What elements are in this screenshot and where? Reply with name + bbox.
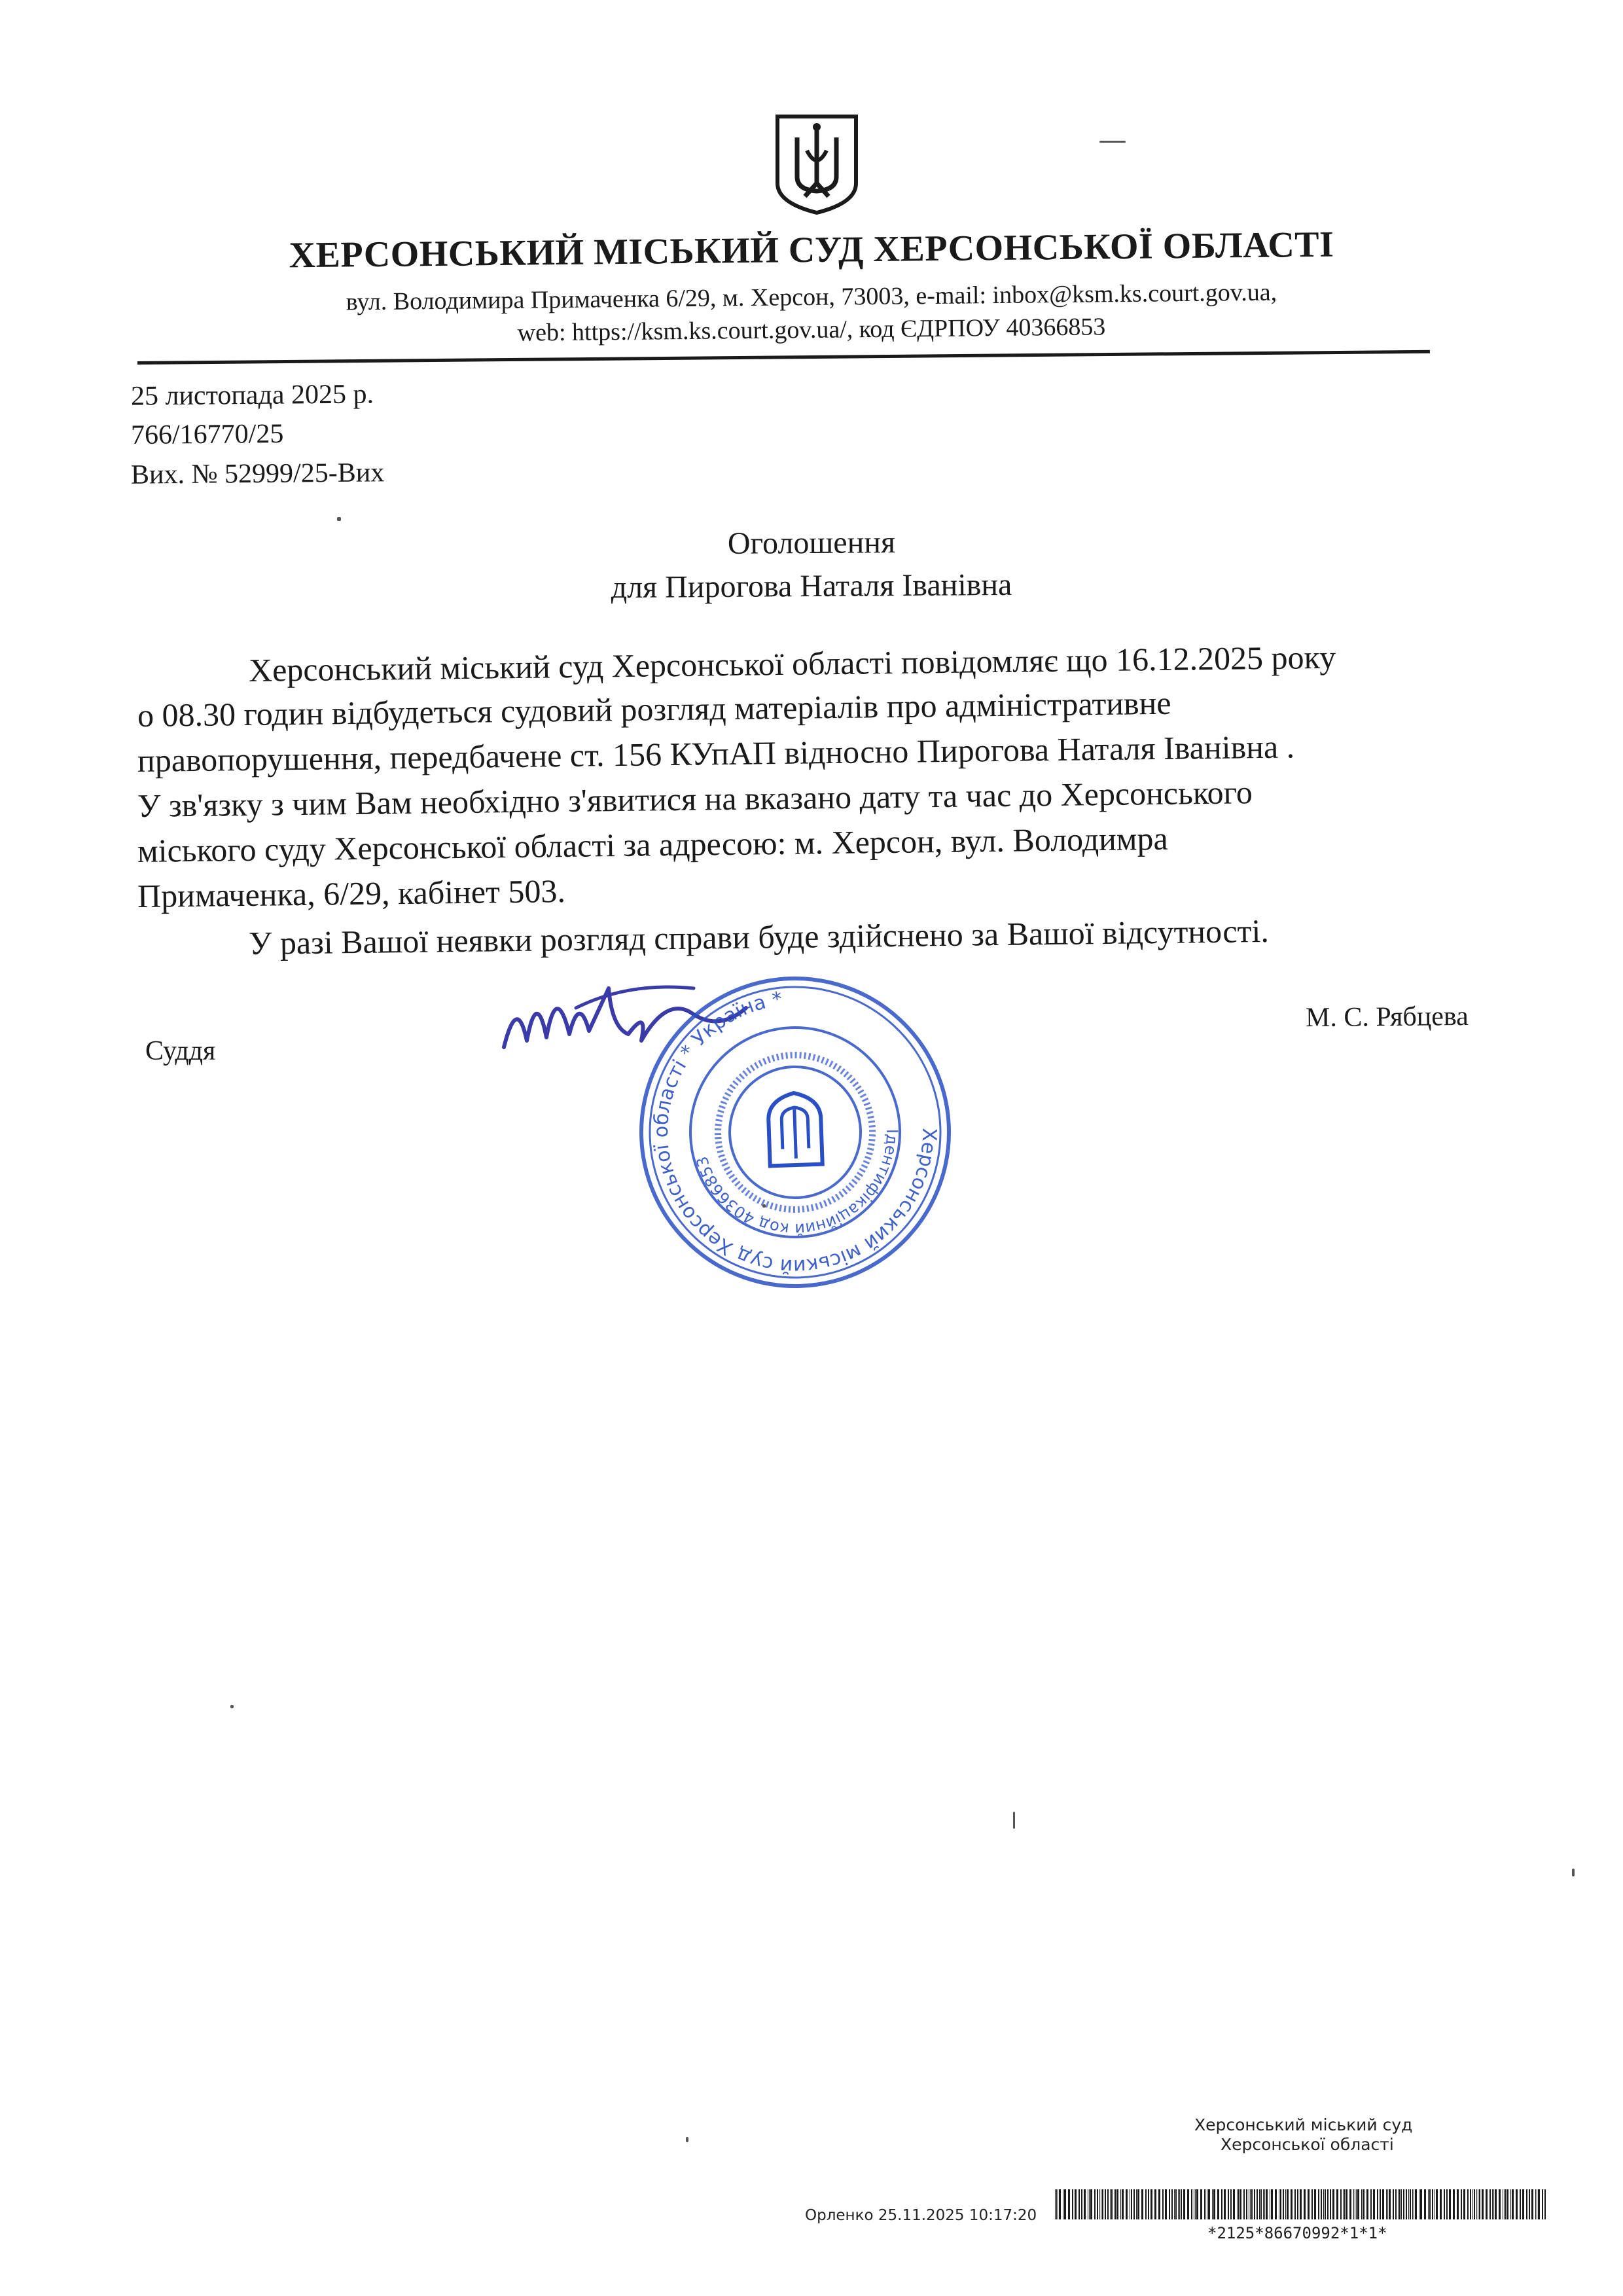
barcode-bar	[1325, 2189, 1326, 2219]
barcode-bar	[1406, 2189, 1407, 2219]
body-line: У разі Вашої неявки розгляд справи буде здійснено за Вашої відсутності.	[248, 912, 1270, 961]
barcode-bar	[1179, 2189, 1180, 2219]
barcode-bar	[1366, 2189, 1368, 2219]
scan-speck	[1572, 1869, 1575, 1876]
barcode-bar	[1479, 2189, 1480, 2219]
barcode-bar	[1212, 2189, 1213, 2219]
barcode-bar	[1280, 2189, 1281, 2219]
barcode-bar	[1361, 2189, 1362, 2219]
barcode-bar	[1136, 2189, 1137, 2219]
barcode-bar	[1131, 2189, 1132, 2219]
barcode-bar	[1370, 2189, 1372, 2219]
barcode-bar	[1266, 2189, 1268, 2219]
barcode-bar	[1154, 2189, 1156, 2219]
barcode-bar	[1300, 2189, 1302, 2219]
barcode-bar	[1114, 2189, 1115, 2219]
barcode-bar	[1175, 2189, 1177, 2219]
barcode-bar	[1162, 2189, 1164, 2219]
barcode-bar	[1200, 2189, 1202, 2219]
barcode-bar	[1512, 2189, 1514, 2219]
barcode-bar	[1420, 2189, 1422, 2219]
registration-region: Херсонської області	[1221, 2135, 1394, 2154]
barcode-bar	[1115, 2189, 1116, 2219]
barcode-bar	[1090, 2189, 1092, 2219]
barcode-bar	[1208, 2189, 1210, 2219]
body-line: Примаченка, 6/29, кабінет 503.	[137, 872, 566, 914]
barcode-bar	[1311, 2189, 1313, 2219]
barcode-bar	[1072, 2189, 1073, 2219]
barcode-bar	[1097, 2189, 1098, 2219]
barcode-bar	[1094, 2189, 1096, 2219]
barcode-bar	[1363, 2189, 1364, 2219]
barcode-bar	[1461, 2189, 1462, 2219]
barcode-bar	[1408, 2189, 1409, 2219]
barcode-bar	[1174, 2189, 1175, 2219]
barcode-bar	[1380, 2189, 1381, 2219]
barcode-bar	[1353, 2189, 1354, 2219]
barcode-bar	[1453, 2189, 1455, 2219]
case-number: 766/16770/25	[130, 418, 284, 451]
barcode-bar	[1294, 2189, 1296, 2219]
barcode-bar	[1470, 2189, 1471, 2219]
barcode-bar	[1412, 2189, 1413, 2219]
barcode-bar	[1346, 2189, 1347, 2219]
barcode-bar	[1171, 2189, 1173, 2219]
barcode-bar	[1357, 2189, 1359, 2219]
barcode-bar	[1389, 2189, 1391, 2219]
registration-barcode	[1055, 2189, 1549, 2219]
barcode-bar	[1145, 2189, 1147, 2219]
barcode-bar	[1283, 2189, 1284, 2219]
barcode-bar	[1463, 2189, 1465, 2219]
barcode-bar	[1472, 2189, 1473, 2219]
barcode-bar	[1237, 2189, 1238, 2219]
barcode-bar	[1089, 2189, 1090, 2219]
barcode-bar	[1081, 2189, 1082, 2219]
barcode-bar	[1386, 2189, 1387, 2219]
barcode-bar	[1105, 2189, 1106, 2219]
document-date: 25 листопада 2025 р.	[130, 379, 374, 412]
registration-court: Херсонський міський суд	[1194, 2115, 1413, 2134]
body-line: Херсонський міський суд Херсонської області повідомляє що 16.12.2025 року	[248, 638, 1336, 689]
document-title: Оголошення	[727, 525, 896, 561]
barcode-bar	[1221, 2189, 1222, 2219]
barcode-bar	[1318, 2189, 1319, 2219]
barcode-bar	[1205, 2189, 1206, 2219]
barcode-bar	[1432, 2189, 1433, 2219]
coat-of-arms-icon	[771, 111, 863, 216]
barcode-bar	[1507, 2189, 1508, 2219]
barcode-bar	[1535, 2189, 1536, 2219]
barcode-bar	[1183, 2189, 1185, 2219]
barcode-bar	[1079, 2189, 1080, 2219]
barcode-bar	[1486, 2189, 1488, 2219]
body-line: У зв'язку з чим Вам необхідно з'явитися на вказано дату та час до Херсонського	[137, 774, 1253, 824]
barcode-bar	[1522, 2189, 1524, 2219]
barcode-bar	[1148, 2189, 1149, 2219]
barcode-bar	[1482, 2189, 1484, 2219]
barcode-bar	[1181, 2189, 1182, 2219]
barcode-bar	[1217, 2189, 1219, 2219]
barcode-bar	[1440, 2189, 1442, 2219]
barcode-bar	[1120, 2189, 1121, 2219]
barcode-bar	[1377, 2189, 1378, 2219]
barcode-bar	[1373, 2189, 1375, 2219]
barcode-bar	[1387, 2189, 1388, 2219]
court-address: вул. Володимира Примаченка 6/29, м. Херсон, 73003, e-mail: inbox@ksm.ks.court.gov.ua,	[346, 278, 1277, 316]
registration-stamp: Орленко 25.11.2025 10:17:20	[805, 2207, 1037, 2224]
barcode-bar	[1213, 2189, 1215, 2219]
barcode-bar	[1165, 2189, 1167, 2219]
barcode-bar	[1343, 2189, 1344, 2219]
judge-name: М. С. Рябцева	[1305, 1001, 1469, 1033]
svg-text:Ідентифікаційний код 40366853: Ідентифікаційний код 40366853	[692, 1128, 902, 1239]
barcode-bar	[1250, 2189, 1251, 2219]
barcode-bar	[1228, 2189, 1229, 2219]
barcode-bar	[1271, 2189, 1273, 2219]
barcode-bar	[1332, 2189, 1334, 2219]
barcode-bar	[1133, 2189, 1135, 2219]
barcode-bar	[1246, 2189, 1247, 2219]
barcode-bar	[1107, 2189, 1109, 2219]
barcode-bar	[1275, 2189, 1277, 2219]
barcode-bar	[1122, 2189, 1124, 2219]
barcode-bar	[1257, 2189, 1258, 2219]
court-web-and-code: web: https://ksm.ks.court.gov.ua/, код ЄДРПОУ 40366853	[517, 313, 1106, 347]
barcode-bar	[1297, 2189, 1298, 2219]
barcode-bar	[1529, 2189, 1530, 2219]
barcode-bar	[1102, 2189, 1103, 2219]
barcode-bar	[1110, 2189, 1111, 2219]
barcode-bar	[1410, 2189, 1411, 2219]
barcode-bar	[1287, 2189, 1289, 2219]
barcode-bar	[1428, 2189, 1429, 2219]
document-addressee: для Пирогова Наталя Іванівна	[611, 567, 1012, 605]
barcode-bar	[1240, 2189, 1241, 2219]
barcode-bar	[1336, 2189, 1338, 2219]
barcode-bar	[1224, 2189, 1226, 2219]
barcode-bar	[1436, 2189, 1438, 2219]
barcode-text: *2125*86670992*1*1*	[1207, 2224, 1387, 2242]
barcode-bar	[1510, 2189, 1511, 2219]
barcode-bar	[1489, 2189, 1491, 2219]
header-divider	[137, 350, 1430, 365]
barcode-bar	[1263, 2189, 1264, 2219]
barcode-bar	[1429, 2189, 1431, 2219]
barcode-bar	[1064, 2189, 1066, 2219]
barcode-bar	[1150, 2189, 1152, 2219]
barcode-bar	[1499, 2189, 1501, 2219]
barcode-bar	[1544, 2189, 1546, 2219]
barcode-bar	[1243, 2189, 1245, 2219]
barcode-bar	[1204, 2189, 1205, 2219]
barcode-bar	[1403, 2189, 1404, 2219]
barcode-bar	[1349, 2189, 1351, 2219]
barcode-bar	[1399, 2189, 1400, 2219]
body-line: міського суду Херсонської області за адресою: м. Херсон, вул. Володимра	[137, 819, 1168, 869]
barcode-bar	[1531, 2189, 1533, 2219]
barcode-bar	[1505, 2189, 1506, 2219]
barcode-bar	[1467, 2189, 1469, 2219]
barcode-bar	[1327, 2189, 1328, 2219]
barcode-bar	[1395, 2189, 1397, 2219]
barcode-bar	[1308, 2189, 1310, 2219]
barcode-bar	[1126, 2189, 1128, 2219]
barcode-bar	[1526, 2189, 1527, 2219]
scan-speck	[1099, 141, 1126, 143]
barcode-bar	[1158, 2189, 1160, 2219]
barcode-bar	[1238, 2189, 1239, 2219]
barcode-bar	[1141, 2189, 1143, 2219]
barcode-bar	[1415, 2189, 1417, 2219]
barcode-bar	[1340, 2189, 1342, 2219]
body-line: правопорушення, передбачене ст. 156 КУпАП відносно Пирогова Наталя Іванівна .	[137, 728, 1295, 779]
body-line: о 08.30 годин відбудеться судовий розгляд матеріалів про адміністративне	[137, 684, 1171, 734]
barcode-bar	[1285, 2189, 1286, 2219]
barcode-bar	[1233, 2189, 1235, 2219]
barcode-bar	[1476, 2189, 1477, 2219]
barcode-bar	[1504, 2189, 1505, 2219]
barcode-bar	[1520, 2189, 1521, 2219]
barcode-bar	[1382, 2189, 1384, 2219]
barcode-bar	[1055, 2189, 1056, 2219]
barcode-bar	[1493, 2189, 1494, 2219]
barcode-bar	[1111, 2189, 1113, 2219]
barcode-bar	[1254, 2189, 1255, 2219]
scan-speck	[337, 517, 341, 521]
scan-speck	[1013, 1812, 1015, 1829]
barcode-bar	[1304, 2189, 1306, 2219]
barcode-bar	[1291, 2189, 1293, 2219]
judge-label: Суддя	[145, 1036, 216, 1066]
barcode-bar	[1230, 2189, 1232, 2219]
barcode-bar	[1330, 2189, 1331, 2219]
barcode-bar	[1116, 2189, 1118, 2219]
barcode-bar	[1323, 2189, 1324, 2219]
svg-text:Херсонський міський суд Херсон: Херсонський міський суд Херсонської області * Україна *	[649, 988, 941, 1278]
barcode-bar	[1195, 2189, 1196, 2219]
barcode-bar	[1393, 2189, 1394, 2219]
barcode-bar	[1538, 2189, 1540, 2219]
barcode-bar	[1260, 2189, 1262, 2219]
barcode-bar	[1400, 2189, 1402, 2219]
barcode-bar	[1424, 2189, 1426, 2219]
barcode-bar	[1068, 2189, 1070, 2219]
barcode-bar	[1191, 2189, 1192, 2219]
barcode-bar	[1542, 2189, 1543, 2219]
court-seal	[630, 970, 961, 1295]
outgoing-number: Вих. № 52999/25-Вих	[130, 457, 385, 490]
barcode-bar	[1075, 2189, 1077, 2219]
barcode-bar	[1056, 2189, 1057, 2219]
barcode-bar	[1059, 2189, 1061, 2219]
barcode-bar	[1446, 2189, 1448, 2219]
barcode-bar	[1495, 2189, 1497, 2219]
barcode-bar	[1196, 2189, 1198, 2219]
barcode-bar	[1187, 2189, 1189, 2219]
barcode-bar	[1099, 2189, 1100, 2219]
barcode-bar	[1264, 2189, 1265, 2219]
barcode-bar	[1492, 2189, 1493, 2219]
barcode-bar	[1314, 2189, 1316, 2219]
court-name-heading: ХЕРСОНСЬКИЙ МІСЬКИЙ СУД ХЕРСОНСЬКОЇ ОБЛАСТІ	[289, 224, 1334, 276]
barcode-bar	[1259, 2189, 1260, 2219]
scan-speck	[230, 1705, 234, 1708]
barcode-bar	[1449, 2189, 1451, 2219]
barcode-bar	[1457, 2189, 1459, 2219]
barcode-bar	[1169, 2189, 1170, 2219]
barcode-bar	[1474, 2189, 1475, 2219]
barcode-bar	[1084, 2189, 1086, 2219]
barcode-bar	[1178, 2189, 1179, 2219]
scan-speck	[762, 1204, 766, 1208]
barcode-bar	[1344, 2189, 1345, 2219]
barcode-bar	[1516, 2189, 1518, 2219]
barcode-bar	[1137, 2189, 1139, 2219]
barcode-bar	[1356, 2189, 1357, 2219]
barcode-bar	[1321, 2189, 1322, 2219]
scan-speck	[686, 2137, 688, 2142]
barcode-bar	[1251, 2189, 1253, 2219]
barcode-bar	[1398, 2189, 1399, 2219]
barcode-bar	[1444, 2189, 1445, 2219]
